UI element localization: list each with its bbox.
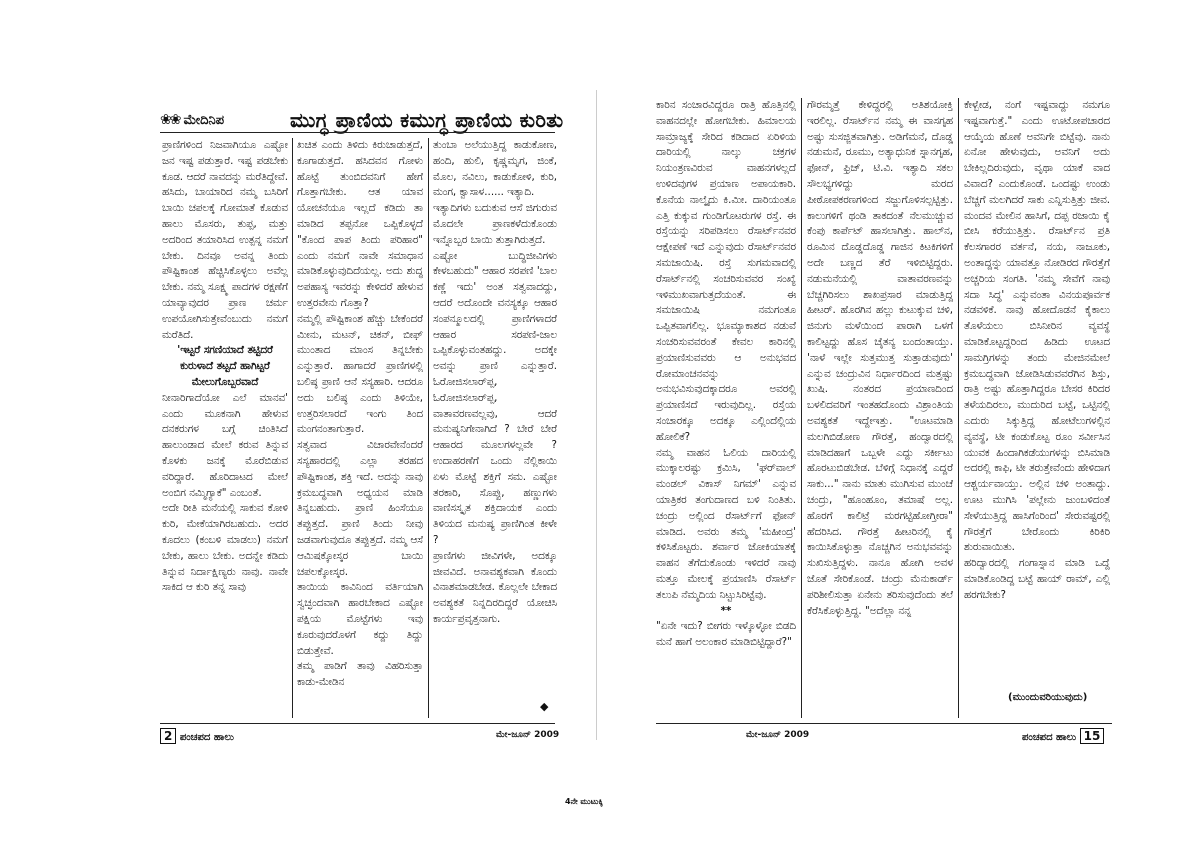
continued-note: (ಮುಂದುವರಿಯುವುದು) [1008,692,1088,703]
column-divider [292,138,293,718]
page-number: 15 [1080,728,1105,744]
right-page [596,0,1191,842]
column-divider [428,138,429,718]
paragraph: ಅದೇ ರೀತಿ ಮನೆಯಲ್ಲಿ ಸಾಕುವ ಕೋಳಿ ಕುರಿ, ಮೇಕೆಯಾಗಿರಬಹುದು. ಅದರ ಕೂದಲು (ಕಂಬಳಿ ಮಾಡಲು) ನಮಗೆ ಬೇಕು, ಹಾಲು ಬೇಕು. ಅದನ್ನೇ ಕಡಿದು ತಿನ್ನುವ ನಿರ್ದಾಕ್ಷಿಣ್ಯರು ನಾವು. ನಾವೇ ಸಾಕಿದ ಆ ಕುರಿ ತನ್ನ ಸಾವು [162,502,288,594]
paragraph: "ಏನೇ ಇದು? ಬೀಗರು ಇಳ್ಕೊಳ್ಳೋ ಬಿಡದಿ ಮನೆ ಹಾಗೆ ಅಲಂಕಾರ ಮಾಡಿಬಿಟ್ಟಿದ್ದಾರೆ?" [656,620,796,649]
issue-date: ಮೇ-ಜೂನ್ 2009 [746,730,810,740]
paragraph: ತಮ್ಮ ಪಾಡಿಗೆ ತಾವು ವಿಹರಿಸುತ್ತಾ ಕಾಡು-ಮೇಡಿನ [297,660,423,689]
paragraph: ಗೌರಮ್ಮತ್ತೆ ಕೇಳಿದ್ದರಲ್ಲಿ ಅತಿಶಯೋಕ್ತಿ ಇರಲಿಲ್ಲ. ರೆಸಾರ್ಟ್‌ನ ನಮ್ಮ ಈ ವಾಸಗೃಹ ಅಷ್ಟು ಸುಸಜ್ಜಿತವಾಗಿತ್ತು. ಅಡಿಗೆಮನೆ, ದೊಡ್ಡ ನಡುಮನೆ, ರೂಮು, ಅತ್ಯಾಧುನಿಕ ಸ್ನಾನಗೃಹ, ಫೋನ್, ಫ್ರಿಜ್, ಟಿ.ವಿ. ಇತ್ಯಾದಿ ಸಕಲ ಸೌಲಭ್ಯಗಳಿದ್ದು ಮರದ ಪೀಠೋಪಕರಣಗಳಿಂದ ಸಜ್ಜುಗೊಳಿಸಲ್ಪಟ್ಟಿತ್ತು. ಕಾಲುಗಳಿಗೆ ಥಂಡಿ ತಾಕದಂತೆ ನೆಲಮುಚ್ಚುವ ಕೆಂಪು ಕಾರ್ಪೆಟ್ ಹಾಸಲಾಗಿತ್ತು. ಹಾಲ್‌ನ, ರೂಮಿನ ದೊಡ್ಡದೊಡ್ಡ ಗಾಜಿನ ಕಿಟಕಿಗಳಿಗೆ ಅದೇ ಬಣ್ಣದ ತೆರೆ ಇಳಿಬಿಟ್ಟಿದ್ದರು. ನಡುಮನೆಯಲ್ಲಿ ವಾತಾವರಣವನ್ನು ಬೆಚ್ಚಗಿರಿಸಲು ಶಾಖಪ್ರಸಾರ ಮಾಡುತ್ತಿದ್ದ ಹೀಟರ್. ಹೊರಗಿನ ಹಲ್ಲು ಕುಟುಕ್ಕುವ ಚಳಿ, ಜಿನುಗು ಮಳೆಯಿಂದ ಪಾರಾಗಿ ಒಳಗೆ ಕಾಲಿಟ್ಟದ್ದು ಹೊಸ ಚೈತನ್ಯ ಬಂದಂತಾಯ್ತು. 'ನಾಳೆ ಇಲ್ಲೇ ಸುತ್ತಮುತ್ತ ಸುತ್ತಾಡುವುದು' ಎನ್ನುವ ಚಂದ್ರುವಿನ ನಿರ್ಧಾರದಿಂದ ಮತ್ತಷ್ಟು ಖುಷಿ. ನಂತರದ ಪ್ರಯಾಣದಿಂದ ಬಳಲಿದವರಿಗೆ ಇಂತಹದೊಂದು ವಿಶ್ರಾಂತಿಯ ಅವಶ್ಯಕತೆ ಇದ್ದೇಇತ್ತು. "ಊಟಮಾಡಿ ಮಲಗಿಬಿಡೋಣ ಗೌರತ್ತೆ, ಹಂದ್ವಾರದಲ್ಲಿ ಮಾಡಿದಹಾಗೆ ಒಬ್ಬಳೇ ಎದ್ದು ಸರ್ಕೀಟು ಹೊರಟುಬಿಡಬೇಡ. ಬೆಳಿಗ್ಗೆ ನಿಧಾನಕ್ಕೆ ಎದ್ದರೆ ಸಾಕು..." ನಾನು ಮಾತು ಮುಗಿಸುವ ಮುಂಚೆ ಚಂದ್ರು, "ಹೂಂಹೂಂ, ತಮಾಷೆ ಅಲ್ಲ. ಹೊರಗೆ ಕಾಲಿಟ್ರೆ ಮರಗಟ್ಟಿಹೋಗ್ತೀರಾ" ಹೆದರಿಸಿದ. ಗೌರತ್ತೆ ಹೀಟರಿನಲ್ಲಿ ಕೈ ಕಾಯಿಸಿಕೊಳ್ಳುತ್ತಾ ನೊಚ್ಚಗಿನ ಅನುಭವವನ್ನು ಸುಖಿಸುತ್ತಿದ್ದಳು. ನಾನೂ ಹೋಗಿ ಅವಳ ಜೊತೆ ಸೇರಿಕೊಂಡೆ. ಚಂದ್ರು ಮೆನುಕಾರ್ಡ್ ಪರಿಶೀಲಿಸುತ್ತಾ ಏನೇನು ತರಿಸುವುದೆಂದು ತಲೆ ಕೆರೆಸಿಕೊಳ್ಳುತ್ತಿದ್ದ. "ಅದೆಲ್ಲಾ ನನ್ನ [807,99,953,617]
right-column-3 [964,98,1110,688]
section-break: ** [720,604,732,617]
right-footer [1022,728,1104,744]
paragraph: ಕೇಳ್ಬೇಡ, ನಂಗೆ ಇಷ್ಟವಾದ್ದು ನಮಗೂ ಇಷ್ಟವಾಗುತ್ತೆ." ಎಂದು ಊಟೋಪಚಾರದ ಆಯ್ಕೆಯ ಹೊಣೆ ಅವನಿಗೇ ಬಿಟ್ಟೆವು. ನಾನು ಏನೋ ಹೇಳುವುದು, ಅವನಿಗೆ ಅದು ಬೇಕಿಲ್ಲದಿರುವುದು, ವೃಥಾ ಯಾಕೆ ವಾದ ವಿವಾದ? ಎಂದುಕೊಂಡೆ. ಒಂದಷ್ಟು ಉಂಡು ಬೆಚ್ಚಗೆ ಮಲಗಿದರೆ ಸಾಕು ಎನ್ನಿಸುತ್ತಿತ್ತು ಜೀವ. ಮಂದವ ಮೇಲಿನ ಹಾಸಿಗೆ, ದಪ್ಪ ರಜಾಯಿ ಕೈ ಬೀಸಿ ಕರೆಯುತ್ತಿತ್ತು. ರೆಸಾರ್ಟ್‌ನ ಪ್ರತಿ ಕೆಲಸಗಾರರ ವರ್ತನೆ, ನಯ, ನಾಜೂಕು, ಅಂತಾದ್ದನ್ನು ಯಾವತ್ತೂ ನೋಡಿರದ ಗೌರತ್ತೆಗೆ ಅಚ್ಚರಿಯ ಸಂಗತಿ. 'ನಮ್ಮ ಸೇವೆಗೆ ನಾವು ಸದಾ ಸಿದ್ಧ' ಎನ್ನುವಂತಾ ವಿನಯಪೂರ್ವಕ ನಡವಳಿಕೆ. ನಾವು ಹೋದೊಡನೆ ಕೈಕಾಲು ತೊಳೆಯಲು ಬಿಸಿನೀರಿನ ವ್ಯವಸ್ಥೆ ಮಾಡಿಕೊಟ್ಟದ್ದರಿಂದ ಹಿಡಿದು ಊಟದ ಸಾಮಗ್ರಿಗಳನ್ನು ತಂದು ಮೇಜಿನಮೇಲೆ ಕ್ರಮಬದ್ಧವಾಗಿ ಜೋಡಿಸಿಡುವವರೆಗಿನ ಶಿಸ್ತು, ರಾತ್ರಿ ಅಷ್ಟು ಹೊತ್ತಾಗಿದ್ದರೂ ಬೇಸರ ಕಿರಿದರ ತಳೆಯದಿರಲು, ಮುದುರಿದ ಬಟ್ಟೆ, ಒಟ್ಟಿನಲ್ಲಿ ಎದುರು ಸಿಕ್ಕುತ್ತಿದ್ದ ಹೋಟೆಲುಗಳಲ್ಲಿನ ವ್ಯವಸ್ಥೆ, ಟೀ ಕಂಡುಕೊಟ್ಟ ರೂಂ ಸರ್ವೀಸಿನ ಯುವಕ ಹಿಂದಾಗಿಕಡೆಯುಗಳನ್ನು ಬಿಸಿಮಾಡಿ ಅದರಲ್ಲಿ ಕಾಫಿ, ಟೀ ತರುತ್ತೇವೆಂದು ಹೇಳಿದಾಗ ಆಶ್ಚರ್ಯವಾಯ್ತು. ಅಲ್ಲಿನ ಚಳಿ ಅಂತಾದ್ದು. ಊಟ ಮುಗಿಸಿ 'ಪಲ್ಲೇನು ಜುಂಬಳಿದಂತೆ ಸೇಳೆಯುತ್ತಿದ್ದ ಹಾಸಿಗೆಂರಿಂದ' ಸೇರುವಷ್ಟರಲ್ಲಿ ಗೌರತ್ತೆಗೆ ಬೇರೊಂದು ಕಿರಿಕಿರಿ ಶುರುವಾಯಿತು. [964,99,1110,554]
paragraph: ಪ್ರಾಣಿಗಳಿಂದ ನಿಜವಾಗಿಯೂ ಎಷ್ಟೋ ಜನ ಇಷ್ಟ ಪಡುತ್ತಾರೆ. ಇಷ್ಟ ಪಡಬೇಕು ಕೂಡ. ಆದರೆ ನಾವದನ್ನು ಮರೆತಿದ್ದೇವೆ. ಹಸಿದು, ಬಾಯಾರಿದ ನಮ್ಮ ಬಸಿರಿಗೆ ಬಾಯಿ ಚಪಲಕ್ಕೆ ಗೋಮಾತೆ ಕೊಡುವ ಹಾಲು ಮೊಸರು, ತುಪ್ಪ, ಮತ್ತು ಅದರಿಂದ ತಯಾರಿಸಿದ ಉತ್ಪನ್ನ ನಮಗೆ ಬೇಕು. ದಿನವೂ ಅವನ್ನ ತಿಂದು ಪೌಷ್ಟಿಕಾಂಶ ಹೆಚ್ಚಿಸಿಕೊಳ್ಳಲು ಅವೆಲ್ಲ ಬೇಕು. ನಮ್ಮ ಸೂಕ್ಷ್ಮ ಪಾದಗಳ ರಕ್ಷಣೆಗೆ ಯಾವ್ಯಾವುದರ ಪ್ರಾಣ ಚರ್ಮ ಉಪಯೋಗಿಸುತ್ತೇವೆಂಬುದು ನಮಗೆ ಮರೆತಿದೆ. [162,139,288,341]
left-column-1 [162,138,288,718]
left-column-3 [433,138,557,698]
article-end-mark: ◆ [540,700,549,713]
paragraph: ಹರಿದ್ವಾರದಲ್ಲಿ ಗಂಗಾಸ್ನಾನ ಮಾಡಿ ಒದ್ದೆ ಮಾಡಿಕೊಂಡಿದ್ದ ಬಟ್ಟೆ ಹಾಯ್ ರಾಮ್, ಎಲ್ಲಿ ಹರಗಬೇಕು? [964,557,1110,601]
paragraph: ಸತ್ವವಾದ ವಿಚಾರವೇನೆಂದರೆ ಸಸ್ಯಹಾರದಲ್ಲಿ ಎಲ್ಲಾ ತರಹದ ಪೌಷ್ಟಿಕಾಂಶ, ಶಕ್ತಿ ಇದೆ. ಅದನ್ನು ನಾವು ಕ್ರಮಬದ್ಧವಾಗಿ ಅಧ್ಯಯನ ಮಾಡಿ ತಿನ್ನಬಹುದು. ಪ್ರಾಣಿ ಹಿಂಸೆಯೂ ತಪ್ಪುತ್ತದೆ. ಪ್ರಾಣಿ ತಿಂದು ನೀವು ಜಡವಾಗುವುದೂ ತಪ್ಪುತ್ತದೆ. ನಮ್ಮ ಆಸೆ ಆಮಿಷಕ್ಕೋಸ್ಕರ ಬಾಯಿ ಚಪಲಕ್ಕೋಸ್ಕರ. [297,439,423,578]
paragraph: ಎಷ್ಟೋ ಬುದ್ಧಿಜೀವಿಗಳು ಕೇಳಬಹುದು" ಆಹಾರ ಸರಪಣಿ 'ಬಾಲ ಕಣ್ಣೆ ಇದು' ಅಂತ ಸತ್ವವಾದದ್ದು, ಆದರೆ ಅದೊಂದೇ ವನಸ್ಯಕ್ಕೂ ಆಹಾರ ಸಂಪನ್ಮೂಲದಲ್ಲಿ ಪ್ರಾಣಿಗಳಾದರೆ ಆಹಾರ ಸರಪಣಿ-ಜಾಲ ಒಪ್ಪಿಕೊಳ್ಳುವಂತಹದ್ದು. ಅದಕ್ಕೇ ಅವನ್ನು ಪ್ರಾಣಿ ಎನ್ನುತ್ತಾರೆ. ಓರೋಜಿಸಲಾರ್‌ಪ್ಪ, ಓರೋಜಿಸಲಾರ್‌ಪ್ಪ, ವಾತಾವರಣವಲ್ಲವು, ಆದರೆ ಮನುಷ್ಯನಿಗೇನಾಗಿದೆ ? ಬೇರೆ ಬೇರೆ ಆಹಾರದ ಮೂಲಗಳಲ್ಲವೇ ? ಉದಾಹರಣೆಗೆ ಒಂದು ನೆಲ್ಲಿಕಾಯಿ ಏಳು ಮೊಟ್ಟೆ ಶಕ್ತಿಗೆ ಸಮ. ಎಷ್ಟೋ ತರಕಾರಿ, ಸೊಪ್ಪು, ಹಣ್ಣುಗಳು ವಾಣಿಸಸ್ಕೃತ ಶಕ್ತಿದಾಯಕ ಎಂದು ತಿಳಿಯದ ಮನುಷ್ಯ ಪ್ರಾಣಿಗಿಂತ ಕೀಳೇ ? [433,249,557,546]
paragraph: ನಮ್ಮಲ್ಲಿ ಪೌಷ್ಟಿಕಾಂಶ ಹೆಚ್ಚು ಬೇಕೆಂದರೆ ಮೀನು, ಮಟನ್, ಚಿಕನ್, ಬೀಫ್ ಮುಂತಾದ ಮಾಂಸ ತಿನ್ನಬೇಕು ಎನ್ನುತ್ತಾರೆ. ಹಾಗಾದರೆ ಪ್ರಾಣಿಗಳಲ್ಲಿ ಬಲಿಷ್ಠ ಪ್ರಾಣಿ ಆನೆ ಸಸ್ಯಹಾರಿ. ಆದರೂ ಅದು ಬಲಿಷ್ಠ ಎಂದು ತಿಳಿಯೇ, ಉತ್ತರಿಸಲಾರದೆ ಇಂಗು ತಿಂದ ಮಂಗನಂತಾಗುತ್ತಾರೆ. [297,312,423,436]
magazine-label: ಮೇದಿನಿಪ [183,112,225,128]
left-footer [160,728,234,744]
magazine-logo [160,112,224,128]
header-divider [160,132,555,133]
quoted-verse: 'ಇಟ್ಟರೆ ಸಗಣಿಯಾದೆ ತಟ್ಟಿದರೆ ಕುರುಳಾದೆ ತಟ್ಟದೆ ಹಾಗಿಟ್ಟರೆ ಮೇಲುಗೊಬ್ಬರವಾದೆ [177,344,273,388]
flower-logo-icon: ❀❀ [160,112,180,128]
paragraph: ಕಾರಿನ ಸಂಚಾರವಿದ್ದರೂ ರಾತ್ರಿ ಹೊತ್ತಿನಲ್ಲಿ ವಾಹನದಲ್ಲೇ ಹೋಗಬೇಕು. ಹಿಮಾಲಯ ಸಾಮ್ರಾಜ್ಯಕ್ಕೆ ಸೇರಿದ ಕಡಿದಾದ ಏರಿಳಿಯ ದಾರಿಯಲ್ಲಿ ನಾಲ್ಕು ಚಕ್ರಗಳ ನಿಯಂತ್ರಣವಿರುವ ವಾಹನಗಳಲ್ಲದೆ ಉಳಿದವುಗಳ ಪ್ರಯಾಣ ಅಪಾಯಕಾರಿ. ಕೊನೆಯ ನಾಲ್ಕೈದು ಕಿ.ಮೀ. ದಾರಿಯಂತೂ ಎತ್ತಿ ಕುಕ್ಕುವ ಗುಂಡಿಗೊಟರುಗಳ ರಸ್ತೆ. ಈ ರಸ್ತೆಯನ್ನು ಸರಿಪಡಿಸಲು ರೆಸಾರ್ಟ್‌ನವರ ಆಕ್ಷೇಪಣೆ ಇದೆ ಎನ್ನುವುದು ರೆಸಾರ್ಟ್‌ನವರ ಸಮಜಾಯಿಷಿ. ರಸ್ತೆ ಸುಗಮವಾದಲ್ಲಿ ರೆಸಾರ್ಟ್‌ನಲ್ಲಿ ಸಂಚರಿಸುವವರ ಸಂಖ್ಯೆ ಇಳಿಮುಖವಾಗುತ್ತದೆಯಂತೆ. ಈ ಸಮಜಾಯಿಷಿ ನಮಗಂತೂ ಒಪ್ಪಿತವಾಗಲಿಲ್ಲ. ಭೂಮ್ಯಾಕಾಶದ ನಡುವೆ ಸಂಚರಿಸುವವರಂತೆ ಕೇವಲ ಕಾರಿನಲ್ಲಿ ಪ್ರಯಾಣಿಸುವವರು ಆ ಅನುಭವದ ರೋಮಾಂಚನವನ್ನು ಅನುಭವಿಸುವುದಕ್ಕಾದರೂ ಅವರಲ್ಲಿ ಪ್ರಯಾಣಿಸದೆ ಇರುವುದಿಲ್ಲ. ರಸ್ತೆಯ ಸಂಚಾರಕ್ಕೂ ಅದಕ್ಕೂ ಎಲ್ಲಿಂದೆಲ್ಲಿಯ ಹೋಲಿಕೆ? [656,99,796,443]
footer-rule [160,723,555,724]
footer-label: ಪಂಚಪದ ಹಾಲು [1022,732,1077,743]
paragraph: ಇತ್ಯಾದಿಗಳು ಬದುಕುವ ಆಸೆ ಜಿಗುರುವ ಮೊದಲೇ ಪ್ರಾಣಕಳೆದುಕೊಂಡು ಇನ್ನೊಬ್ಬರ ಬಾಯಿ ತುತ್ತಾಗಿರುತ್ತದೆ. [433,202,557,246]
issue-date: ಮೇ-ಜೂನ್ 2009 [496,730,560,740]
paragraph: ನೀನಾರಿಗಾದೆಯೋ ಎಲೆ ಮಾನವ' ಎಂದು ಮೂಕನಾಗಿ ಹೇಳುವ ದನಕರುಗಳ ಬಗ್ಗೆ ಚಿಂತಿಸಿದೆ ಹಾಲುಂಡಾದ ಮೇಲೆ ಕರುವ ತಿನ್ನುವ ಕೊಳಕು ಜನಕ್ಕೆ ಮೊರೆಬಿಡುವ ವರಿದ್ದಾರೆ. ಹೊರಿದಾಟದ ಮೇಲೆ ಅಂಬಿಗ ನಮ್ಮಿಗ್ಯಾಕೆ" ಎಂಬಂತೆ. [162,391,288,499]
article-headline: ಮುಗ್ಧ ಪ್ರಾಣಿಯ ಕಮುಗ್ಧ ಪ್ರಾಣಿಯ ಕುರಿತು [290,108,564,132]
left-column-2 [297,138,423,718]
right-column-1 [656,98,796,718]
paragraph: ತುಂಬಾ ಅಲೆಯುತ್ತಿದ್ದ ಕಾಡುಕೋಣ, ಹಂದಿ, ಹುಲಿ, ಕೃಷ್ಣಮೃಗ, ಜಿಂಕೆ, ಮೊಲ, ನವಿಲು, ಕಾಡುಕೋಳಿ, ಕುರಿ, ಮಂಗ, ಕ್ವಾಸಾಳ...... ಇತ್ಯಾದಿ. [433,139,557,199]
column-divider [801,98,802,718]
paragraph: ಪ್ರಾಣಿಗಳು ಜೀವಿಗಳೇ, ಅದಕ್ಕೂ ಜೀವವಿದೆ. ಅನಾವಶ್ಯಕವಾಗಿ ಕೊಂದು ವಿನಾಶಮಾಡಬೇಡ. ಕೊಲ್ಲಲೇ ಬೇಕಾದ ಅವಶ್ಯಕತೆ ನಿನ್ನದಿರದಿದ್ದರೆ ಯೋಚಿಸಿ ಕಾರ್ಯಪ್ರವೃತ್ತನಾಗು. [433,549,557,625]
page-number: 2 [160,728,176,744]
footer-label: ಪಂಚಪದ ಹಾಲು [179,732,234,743]
footer-rule [656,723,1112,724]
paragraph: ನಮ್ಮ ವಾಹನ ಓಲಿಯ ದಾರಿಯಲ್ಲಿ ಮುಕ್ಕಾಲರಷ್ಟು ಕ್ರಮಿಸಿ, 'ಘರ್‌ವಾಲ್ ಮಂಡಲ್ ವಿಕಾಸ್ ನಿಗಮ್' ಎನ್ನುವ ಯಾತ್ರಿಕರ ತಂಗುದಾಣದ ಬಳಿ ನಿಂತಿತು. ಚಂದ್ರು ಅಲ್ಲಿಂದ ರೆಸಾರ್ಟ್‌ಗೆ ಫೋನ್ ಮಾಡಿದ. ಅವರು ತಮ್ಮ 'ಮಹೀಂದ್ರ' ಕಳಿಸಿಕೊಟ್ಟರು. ಶರ್ವಾರ ಜೋಕಿಯಾತಕ್ಕೆ ವಾಹನ ತೆಗೆದುಕೊಂಡು ಇಳಿದರೆ ನಾವು ಮತ್ತೂ ಮೇಲಕ್ಕೆ ಪ್ರಯಾಣಿಸಿ ರೆಸಾರ್ಟ್ ತಲುಪಿ ನೆಮ್ಮದಿಯ ನಿಟ್ಟುಸಿರಿಟ್ಟೆವು. [656,446,796,601]
column-divider [958,98,959,718]
sheet-label: 4ನೇ ಮುಟುಕ್ಕಿ [565,797,603,806]
paragraph: ಖಚಿತ ಎಂದು ತಿಳಿದು ಕಿರುಚಾಡುತ್ತದೆ, ಕೂಗಾಡುತ್ತದೆ. ಹಸಿದವನ ಗೋಳು ಹೊಟ್ಟೆ ತುಂಬಿದವನಿಗೆ ಹೇಗೆ ಗೊತ್ತಾಗಬೇಕು. ಆತ ಯಾವ ಯೋಚನೆಯೂ ಇಲ್ಲದೆ ಕಡಿದು ತಾ ಮಾಡಿದ ತಪ್ಪನೋ ಒಪ್ಪಿಕೊಳ್ಳದೆ "ಕೊಂದ ಪಾಪ ತಿಂದು ಪರಿಹಾರ" ಎಂದು ನಮಗೆ ನಾವೇ ಸಮಾಧಾನ ಮಾಡಿಕೊಳ್ಳುವುದಿದೆಯಲ್ಲ. ಅದು ಶುದ್ಧ ಅಪಹಾಸ್ಯ ಇವರನ್ನು ಕೇಳಿದರೆ ಹೇಳುವ ಉತ್ತರವೇನು ಗೊತ್ತಾ? [297,139,423,309]
right-column-2 [807,98,953,718]
paragraph: ತಾಯಿಯ ಕಾವಿನಿಂದ ವರ್ತಿಯಾಗಿ ಸ್ವಚ್ಛಂದವಾಗಿ ಹಾರಬೇಕಾದ ಎಷ್ಟೋ ಪಕ್ಷಿಯ ಮೊಟ್ಟೆಗಳು ಇವು ಕೂರುವುದರೊಳಗೆ ಕದ್ದು ತಿದ್ದು ಬಿಡುತ್ತೇವೆ. [297,581,423,657]
